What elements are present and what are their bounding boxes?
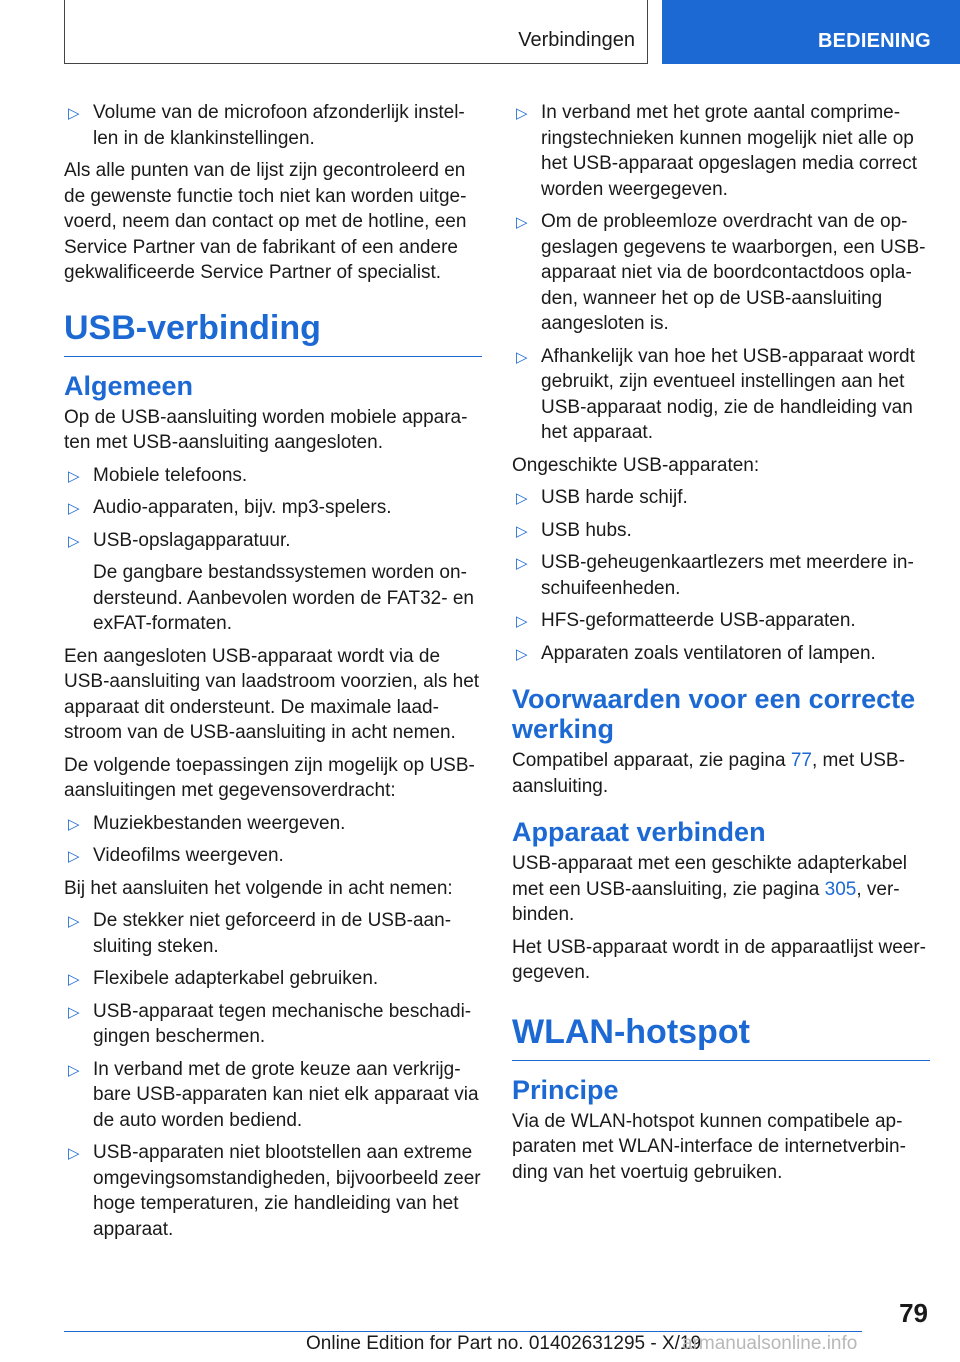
page-link-77[interactable]: 77: [790, 750, 812, 771]
paragraph: Het USB-apparaat wordt in de apparaatlijst weergegeven.: [512, 936, 926, 983]
bullet-triangle-icon: ▷: [516, 555, 528, 572]
bullet-triangle-icon: ▷: [516, 214, 528, 231]
bullet-triangle-icon: ▷: [68, 815, 80, 833]
list-item: ▷ Muziekbestanden weergeven.: [64, 811, 482, 837]
bullet-triangle-icon: ▷: [68, 848, 80, 865]
caution-list: [64, 908, 482, 1242]
list-item: ▷ HFS-geformatteerde USB-apparaten.: [512, 608, 930, 634]
list-item: ▷ Audio-apparaten, bijv. mp3-spelers.: [64, 495, 482, 521]
list-item: ▷ Mobiele telefoons.: [64, 463, 482, 489]
bullet-triangle-icon: ▷: [516, 645, 528, 663]
list-item: ▷ USB-geheugenkaartlezers met meerdere inschuifeenheden.: [516, 552, 914, 599]
bullet-triangle-icon: ▷: [68, 1061, 80, 1079]
right-column: [512, 100, 930, 1192]
list-item: ▷ USB-apparaten niet blootstellen aan extreme omgevingsomstandigheden, bijvoorbeeld zeer hoge temperaturen, zie handleiding van het apparaat.: [68, 1142, 481, 1240]
bullet-triangle-icon: ▷: [516, 522, 528, 540]
list-item: ▷ Om de probleemloze overdracht van de opgeslagen gegevens te waarborgen, een USB-apparaat niet via de boordcontactdoos opladen, wanneer het op de USB-aansluiting aangesloten is.: [516, 211, 926, 334]
subheading-apparaat-verbinden: Apparaat verbinden: [512, 817, 766, 847]
list-note: De gangbare bestandssystemen worden ondersteund. Aanbevolen worden de FAT32- en exFAT-formaten.: [93, 562, 474, 634]
list-item: ▷ De stekker niet geforceerd in de USB-aansluiting steken.: [68, 910, 452, 957]
list-item: ▷ In verband met de grote keuze aan verkrijgbare USB-apparaten kan niet elk apparaat via de auto worden bediend.: [68, 1058, 479, 1131]
list-item: ▷ Afhankelijk van hoe het USB-apparaat wordt gebruikt, zijn eventueel instellingen aan het USB-apparaat nodig, zie de handleiding van het apparaat.: [516, 345, 915, 443]
list-item: ▷ In verband met het grote aantal comprimeringstechnieken kunnen mogelijk niet alle op het USB-apparaat opgeslagen media correct worden weergegeven.: [516, 102, 918, 200]
bullet-triangle-icon: ▷: [68, 105, 80, 122]
list-item: ▷ USB harde schijf.: [512, 485, 930, 511]
page-link-305[interactable]: 305: [824, 878, 857, 900]
subheading-algemeen: Algemeen: [64, 370, 194, 401]
bullet-triangle-icon: ▷: [68, 532, 80, 550]
footer-watermark: armanualsonline.info: [682, 1333, 858, 1354]
compat-list: [512, 100, 930, 446]
paragraph: De volgende toepassingen zijn mogelijk op USB-aansluitingen met gegevensoverdracht:: [64, 754, 475, 801]
intro-list: [64, 100, 482, 151]
bullet-triangle-icon: ▷: [516, 105, 528, 122]
section-heading-usb: USB-verbinding: [64, 308, 482, 357]
bullet-triangle-icon: ▷: [516, 613, 528, 630]
bullet-triangle-icon: ▷: [68, 467, 80, 485]
footer-edition: Online Edition for Part no. 01402631295 - X/19: [306, 1333, 702, 1354]
footer-divider: [64, 1331, 862, 1332]
header-section-title: Verbindingen: [518, 29, 635, 51]
list-item: ▷ Apparaten zoals ventilatoren of lampen.: [512, 641, 930, 667]
list-item: ▷ USB-apparaat tegen mechanische beschadigingen beschermen.: [68, 1000, 472, 1047]
page-number: 79: [899, 1298, 928, 1328]
paragraph: Een aangesloten USB-apparaat wordt via de USB-aansluiting van laadstroom voorzien, als het apparaat dit ondersteunt. De maximale laadstroom van de USB-aansluiting in acht nemen.: [64, 645, 480, 743]
paragraph: Bij het aansluiten het volgende in acht nemen:: [64, 877, 453, 899]
list-item: ▷ Videofilms weergeven.: [64, 843, 482, 869]
bullet-triangle-icon: ▷: [68, 913, 80, 930]
device-list: [64, 463, 482, 554]
list-item: ▷ USB-opslagapparatuur.: [64, 528, 482, 554]
bullet-triangle-icon: ▷: [68, 1003, 80, 1021]
application-list: [64, 811, 482, 869]
list-item: ▷ Volume van de microfoon afzonderlijk instellen in de klankinstellingen.: [68, 102, 465, 149]
paragraph: Via de WLAN-hotspot kunnen compatibele apparaten met WLAN-interface de internetverbinding van het voertuig gebruiken.: [512, 1110, 906, 1183]
header-section-box: [64, 0, 648, 64]
bullet-triangle-icon: ▷: [516, 490, 528, 507]
bullet-triangle-icon: ▷: [68, 971, 80, 988]
section-heading-wlan: WLAN-hotspot: [512, 1012, 930, 1061]
list-item: ▷ USB hubs.: [512, 518, 930, 544]
subheading-voorwaarden: Voorwaarden voor een correcte werking: [512, 684, 916, 744]
paragraph: Op de USB-aansluiting worden mobiele apparaten met USB-aansluiting aangesloten.: [64, 406, 468, 453]
left-column: [64, 100, 482, 1249]
header-chapter-tab: BEDIENING: [662, 0, 960, 64]
paragraph: USB-apparaat met een geschikte adapterkabel met een USB-aansluiting, zie pagina 305, verbinden.: [512, 853, 908, 925]
paragraph: Compatibel apparaat, zie pagina 77, met USB-aansluiting.: [512, 750, 905, 797]
bullet-triangle-icon: ▷: [68, 1145, 80, 1162]
bullet-triangle-icon: ▷: [68, 500, 80, 517]
paragraph: Als alle punten van de lijst zijn gecontroleerd en de gewenste functie toch niet kan worden uitgevoerd, neem dan contact op met de hotline, een Service Partner van de fabrikant of een andere gekwalificeerde Service Partner of specialist.: [64, 160, 467, 283]
bullet-triangle-icon: ▷: [516, 348, 528, 366]
list-item: ▷ Flexibele adapterkabel gebruiken.: [64, 966, 482, 992]
unsuitable-list: [512, 485, 930, 666]
paragraph: Ongeschikte USB-apparaten:: [512, 454, 760, 476]
subheading-principe: Principe: [512, 1074, 619, 1105]
